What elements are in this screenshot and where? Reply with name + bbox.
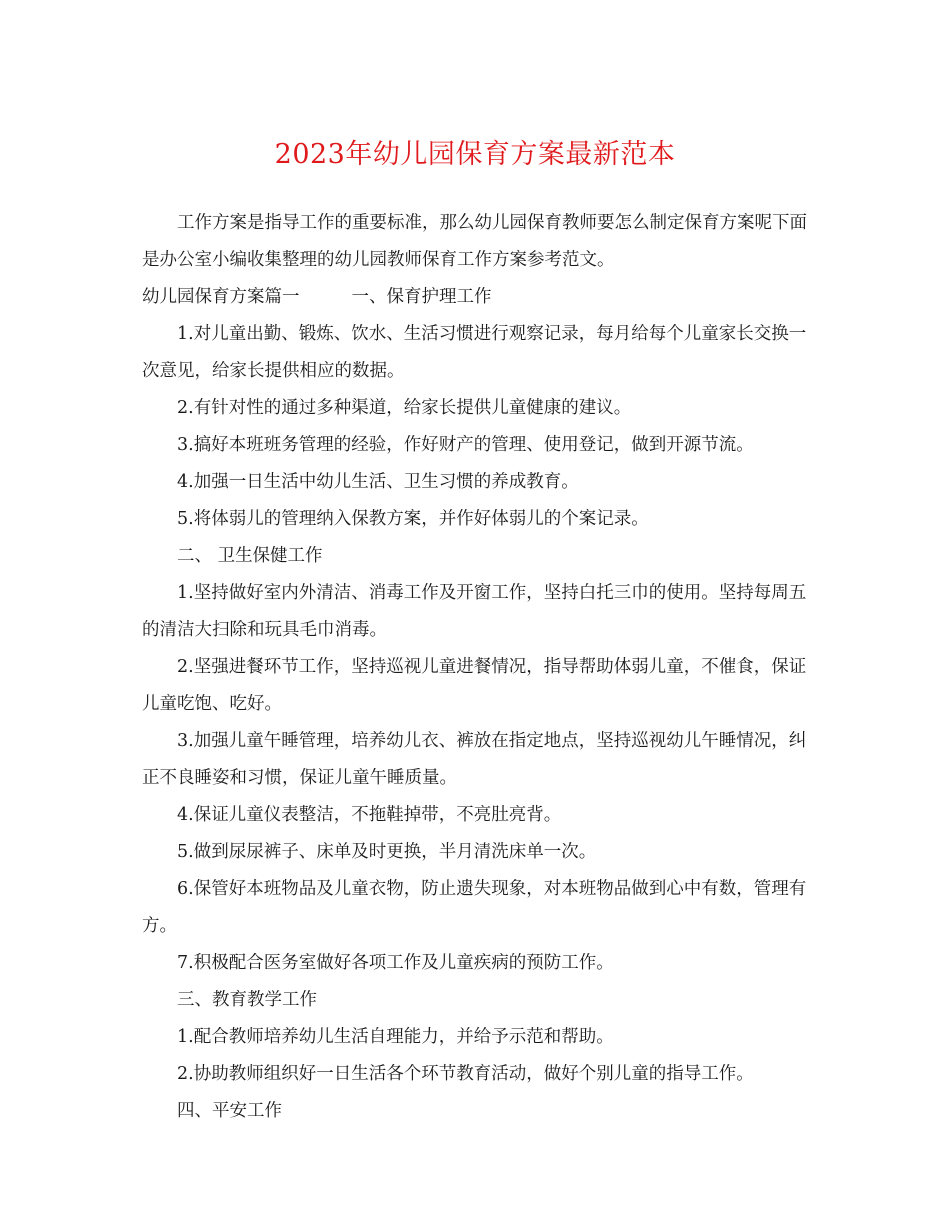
- list-item: 2.坚强进餐环节工作，坚持巡视儿童进餐情况，指导帮助体弱儿童，不催食，保证儿童吃饱、吃好。: [142, 657, 807, 714]
- list-item: 7.积极配合医务室做好各项工作及儿童疾病的预防工作。: [177, 953, 614, 973]
- list-item: 1.配合教师培养幼儿生活自理能力，并给予示范和帮助。: [177, 1027, 614, 1047]
- list-item: 5.将体弱儿的管理纳入保教方案，并作好体弱儿的个案记录。: [177, 509, 649, 529]
- document-body: [142, 205, 808, 1130]
- list-item: 2.协助教师组织好一日生活各个环节教育活动，做好个别儿童的指导工作。: [177, 1064, 754, 1084]
- list-item: 4.加强一日生活中幼儿生活、卫生习惯的养成教育。: [177, 472, 579, 492]
- list-item: 6.保管好本班物品及儿童衣物，防止遗失现象，对本班物品做到心中有数，管理有方。: [142, 879, 807, 936]
- section-heading-4: 四、平安工作: [177, 1101, 282, 1121]
- list-item: 3.搞好本班班务管理的经验，作好财产的管理、使用登记，做到开源节流。: [177, 435, 754, 455]
- plan-heading-line: [142, 279, 808, 316]
- list-item: 3.加强儿童午睡管理，培养幼儿衣、裤放在指定地点，坚持巡视幼儿午睡情况，纠正不良睡姿和习惯，保证儿童午睡质量。: [142, 731, 807, 788]
- document-title: 2023年幼儿园保育方案最新范本: [274, 139, 676, 170]
- list-item: 4.保证儿童仪表整洁，不拖鞋掉带，不亮肚亮背。: [177, 805, 562, 825]
- list-item: 5.做到尿尿裤子、床单及时更换，半月清洗床单一次。: [177, 842, 597, 862]
- intro-paragraph: 工作方案是指导工作的重要标准，那么幼儿园保育教师要怎么制定保育方案呢下面是办公室小编收集整理的幼儿园教师保育工作方案参考范文。: [142, 213, 807, 270]
- section-heading-1: 一、保育护理工作: [351, 287, 492, 307]
- plan-label: 幼儿园保育方案篇一: [142, 287, 300, 307]
- list-item: 1.坚持做好室内外清洁、消毒工作及开窗工作，坚持白托三巾的使用。坚持每周五的清洁大扫除和玩具毛巾消毒。: [142, 583, 807, 640]
- section-heading-2: 二、 卫生保健工作: [177, 546, 323, 566]
- section-heading-3: 三、教育教学工作: [177, 990, 317, 1010]
- list-item: 1.对儿童出勤、锻炼、饮水、生活习惯进行观察记录，每月给每个儿童家长交换一次意见，给家长提供相应的数据。: [142, 324, 807, 381]
- list-item: 2.有针对性的通过多种渠道，给家长提供儿童健康的建议。: [177, 398, 632, 418]
